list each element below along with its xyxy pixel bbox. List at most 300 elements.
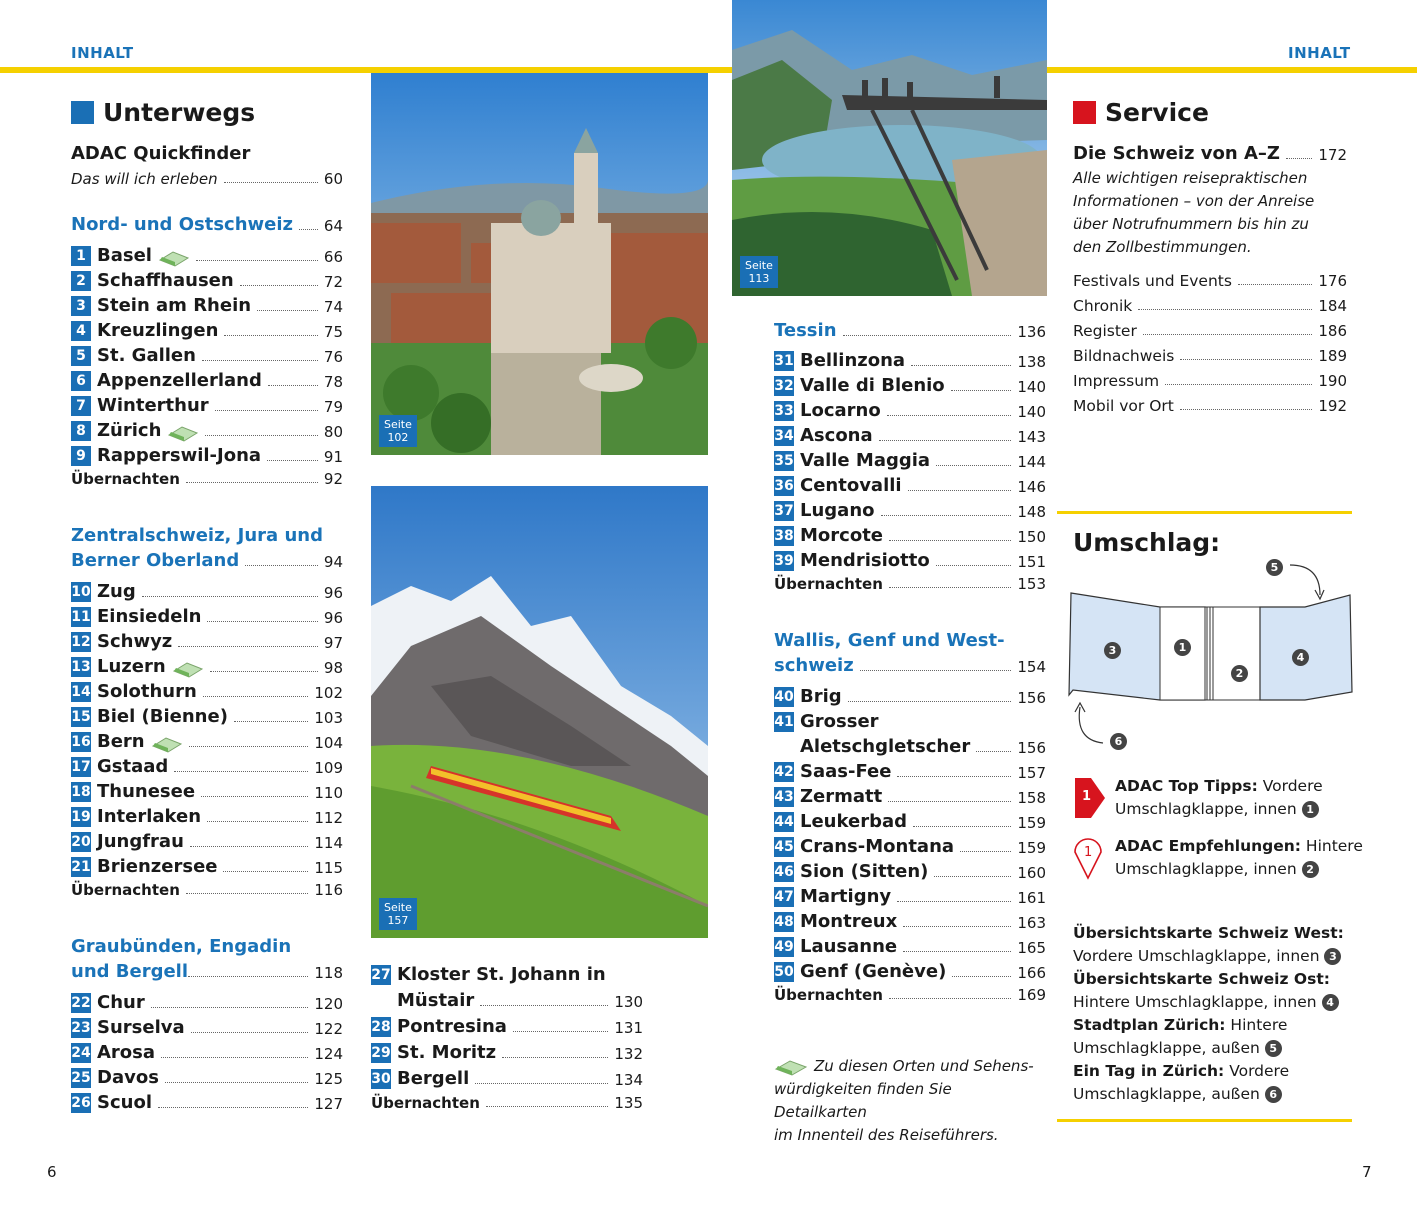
toc-stay[interactable]	[371, 1094, 643, 1112]
toc-entry[interactable]	[371, 1068, 643, 1089]
entry-number: 40	[774, 689, 794, 705]
region-title: schweiz	[774, 655, 854, 676]
seite-label: Seite	[745, 259, 773, 272]
legend-rest: Hintere Umschlagklappe, innen	[1073, 993, 1317, 1011]
entry-number: 43	[774, 789, 794, 805]
toc-entry[interactable]	[71, 681, 343, 702]
entry-page: 143	[1017, 428, 1046, 446]
entry-number: 9	[71, 446, 91, 466]
seite-badge	[740, 256, 778, 288]
toc-entry[interactable]	[71, 731, 343, 752]
entry-page: 112	[314, 809, 343, 827]
legend-stadt[interactable]	[1073, 1014, 1344, 1037]
entry-page: 186	[1318, 322, 1347, 340]
entry-name: Einsiedeln	[97, 606, 202, 627]
section-title: Unterwegs	[103, 98, 256, 127]
entry-page: 79	[323, 398, 343, 416]
entry-number: 29	[371, 1045, 391, 1061]
entry-name: Festivals und Events	[1073, 272, 1232, 290]
jungfrau-image	[371, 486, 708, 938]
entry-number: 7	[71, 396, 91, 416]
entry-name: Stein am Rhein	[97, 295, 252, 316]
legend-top-tipps	[1115, 775, 1323, 821]
toc-entry[interactable]	[71, 370, 343, 391]
entry-number: 47	[774, 889, 794, 905]
umschlag-rule-bottom	[1057, 1119, 1352, 1122]
entry-name: Aletschgletscher	[800, 736, 971, 757]
entry-number: 46	[774, 864, 794, 880]
region-zentral[interactable]	[71, 550, 343, 571]
toc-entry[interactable]	[71, 706, 343, 727]
toc-entry[interactable]	[774, 350, 1046, 371]
toc-entry-cont[interactable]	[397, 990, 643, 1011]
entry-number: 6	[71, 371, 91, 391]
entry-name: Grosser	[800, 711, 879, 732]
entry-name: Rapperswil-Jona	[97, 445, 262, 466]
region-page: 136	[1017, 323, 1046, 341]
entry-page: 104	[314, 734, 343, 752]
toc-stay[interactable]	[774, 575, 1046, 593]
toc-entry[interactable]	[774, 961, 1046, 982]
entry-name: Kloster St. Johann in	[397, 964, 606, 985]
entry-page: 146	[1017, 478, 1046, 496]
service-entry[interactable]	[1073, 347, 1347, 365]
region-nord[interactable]	[71, 214, 343, 235]
toc-entry[interactable]	[71, 1042, 343, 1063]
toc-entry[interactable]	[71, 420, 343, 441]
toc-entry[interactable]	[71, 992, 343, 1013]
entry-number: 5	[71, 346, 91, 366]
seite-label: Seite	[384, 418, 412, 431]
entry-number: 39	[774, 553, 794, 569]
az-desc-4: den Zollbestimmungen.	[1073, 238, 1252, 256]
entry-page: 103	[314, 709, 343, 727]
note-line2: würdigkeiten finden Sie Detailkarten	[774, 1080, 952, 1121]
entry-page: 66	[323, 248, 343, 266]
service-entry[interactable]	[1073, 297, 1347, 315]
toc-entry[interactable]	[774, 525, 1046, 546]
stay-page: 135	[614, 1094, 643, 1112]
entry-number: 24	[71, 1045, 91, 1061]
toc-entry[interactable]	[71, 295, 343, 316]
entry-name: Valle Maggia	[800, 450, 931, 471]
note-line1: Zu diesen Orten und Sehens-	[814, 1057, 1034, 1075]
entry-page: 96	[323, 609, 343, 627]
toc-entry[interactable]	[774, 450, 1046, 471]
toc-entry[interactable]	[71, 270, 343, 291]
quickfinder-sub: Das will ich erleben	[71, 170, 218, 188]
service-entry[interactable]	[1073, 272, 1347, 290]
entry-page: 140	[1017, 403, 1046, 421]
entry-page: 156	[1017, 689, 1046, 707]
legend-tag-rest	[1073, 1083, 1344, 1106]
entry-number: 22	[71, 995, 91, 1011]
entry-name: Montreux	[800, 911, 898, 932]
umschlag-title: Umschlag:	[1073, 528, 1221, 557]
stay-page: 169	[1017, 986, 1046, 1004]
toc-entry[interactable]	[71, 1067, 343, 1088]
service-entry[interactable]	[1073, 372, 1347, 390]
legend-bold: Übersichtskarte Schweiz Ost:	[1073, 970, 1330, 988]
seite-badge	[379, 898, 417, 930]
entry-number: 50	[774, 964, 794, 980]
toc-entry[interactable]	[71, 781, 343, 802]
entry-number: 34	[774, 428, 794, 444]
az-page: 172	[1318, 146, 1347, 164]
entry-page: 158	[1017, 789, 1046, 807]
stay-page: 153	[1017, 575, 1046, 593]
entry-name: Davos	[97, 1067, 159, 1088]
entry-name: Scuol	[97, 1092, 152, 1113]
toc-entry[interactable]	[774, 786, 1046, 807]
region-page: 94	[323, 553, 343, 571]
toc-entry[interactable]	[774, 500, 1046, 521]
entry-page: 124	[314, 1045, 343, 1063]
diagram-label: 4	[1292, 649, 1309, 666]
entry-name: Mobil vor Ort	[1073, 397, 1174, 415]
toc-entry[interactable]	[774, 425, 1046, 446]
photo-jungfrau	[371, 486, 708, 938]
entry-number: 45	[774, 839, 794, 855]
entry-page: 78	[323, 373, 343, 391]
region-zentral-line1: Zentralschweiz, Jura und	[71, 525, 323, 546]
toc-entry[interactable]	[371, 964, 606, 985]
entry-number: 1	[71, 246, 91, 266]
entry-name: Chronik	[1073, 297, 1133, 315]
stay-page: 92	[323, 470, 343, 488]
entry-name: Impressum	[1073, 372, 1160, 390]
legend-bold: ADAC Top Tipps:	[1115, 777, 1258, 795]
entry-number: 27	[371, 967, 391, 983]
entry-number: 44	[774, 814, 794, 830]
entry-name: Bergell	[397, 1068, 470, 1089]
entry-number: 37	[774, 503, 794, 519]
entry-name: Interlaken	[97, 806, 202, 827]
toc-entry[interactable]	[71, 320, 343, 341]
legend-rest: Vordere Umschlagklappe, innen	[1073, 947, 1320, 965]
service-entry[interactable]	[1073, 397, 1347, 415]
entry-number: 11	[71, 609, 91, 625]
toc-entry[interactable]	[774, 475, 1046, 496]
toc-entry[interactable]	[774, 861, 1046, 882]
entry-number: 35	[774, 453, 794, 469]
entry-name: Surselva	[97, 1017, 185, 1038]
stay-label: Übernachten	[71, 881, 180, 899]
legend-bold: ADAC Empfehlungen:	[1115, 837, 1301, 855]
entry-page: 176	[1318, 272, 1347, 290]
entry-number: 36	[774, 478, 794, 494]
entry-number: 23	[71, 1020, 91, 1036]
entry-page: 127	[314, 1095, 343, 1113]
section-square	[1073, 101, 1096, 124]
stay-label: Übernachten	[371, 1094, 480, 1112]
toc-entry[interactable]	[774, 761, 1046, 782]
toc-entry[interactable]	[774, 911, 1046, 932]
top-tipp-marker-label: 1	[1082, 789, 1092, 804]
entry-name: Chur	[97, 992, 145, 1013]
entry-page: 109	[314, 759, 343, 777]
entry-number: 14	[71, 684, 91, 700]
circle-number: 1	[1302, 801, 1319, 818]
toc-entry[interactable]	[71, 395, 343, 416]
entry-page: 75	[323, 323, 343, 341]
legend-maps	[1073, 922, 1344, 1106]
entry-name: Bern	[97, 731, 145, 752]
header-right: INHALT	[1288, 44, 1351, 62]
entry-number: 2	[71, 271, 91, 291]
stay-label: Übernachten	[774, 575, 883, 593]
toc-entry[interactable]	[774, 711, 879, 732]
toc-entry[interactable]	[71, 581, 343, 602]
legend-bold: Ein Tag in Zürich:	[1073, 1062, 1225, 1080]
diagram-label: 3	[1104, 642, 1121, 659]
seite-page: 102	[387, 431, 409, 444]
entry-page: 144	[1017, 453, 1046, 471]
az-desc-1: Alle wichtigen reisepraktischen	[1073, 169, 1308, 187]
entry-name: Bellinzona	[800, 350, 906, 371]
az-title: Die Schweiz von A–Z	[1073, 143, 1280, 164]
circle-number: 5	[1265, 1040, 1282, 1057]
entry-page: 130	[614, 993, 643, 1011]
az-row[interactable]	[1073, 143, 1347, 164]
stay-label: Übernachten	[774, 986, 883, 1004]
entry-number: 18	[71, 784, 91, 800]
entry-number: 26	[71, 1095, 91, 1111]
quickfinder-row[interactable]	[71, 170, 343, 188]
toc-stay[interactable]	[774, 986, 1046, 1004]
legend-bold: Übersichtskarte Schweiz West:	[1073, 924, 1344, 942]
entry-page: 76	[323, 348, 343, 366]
entry-name: Genf (Genève)	[800, 961, 947, 982]
region-title: und Bergell	[71, 961, 189, 982]
toc-entry[interactable]	[774, 686, 1046, 707]
map-icon	[774, 1059, 808, 1075]
toc-entry[interactable]	[71, 856, 343, 877]
entry-page: 140	[1017, 378, 1046, 396]
entry-number: 41	[774, 714, 794, 730]
entry-name: Thunesee	[97, 781, 196, 802]
circle-number: 6	[1265, 1086, 1282, 1103]
entry-number: 10	[71, 584, 91, 600]
entry-name: Zug	[97, 581, 136, 602]
service-entry[interactable]	[1073, 322, 1347, 340]
section-unterwegs	[71, 98, 255, 127]
diagram-label: 5	[1266, 559, 1283, 576]
entry-name: Martigny	[800, 886, 892, 907]
entry-page: 74	[323, 298, 343, 316]
toc-entry[interactable]	[774, 886, 1046, 907]
entry-name: Sion (Sitten)	[800, 861, 929, 882]
region-page: 154	[1017, 658, 1046, 676]
toc-entry[interactable]	[371, 1016, 643, 1037]
entry-page: 97	[323, 634, 343, 652]
entry-name: Luzern	[97, 656, 166, 677]
entry-name: Ascona	[800, 425, 873, 446]
legend-empfehlungen	[1115, 835, 1363, 881]
entry-page: 148	[1017, 503, 1046, 521]
toc-entry[interactable]	[774, 936, 1046, 957]
circle-number: 4	[1322, 994, 1339, 1011]
entry-name: Brig	[800, 686, 842, 707]
toc-entry[interactable]	[71, 606, 343, 627]
entry-number: 48	[774, 914, 794, 930]
entry-name: Zermatt	[800, 786, 883, 807]
region-wallis-line1: Wallis, Genf und West-	[774, 630, 1005, 651]
section-title: Service	[1105, 98, 1209, 127]
region-page: 64	[323, 217, 343, 235]
entry-name: Schaffhausen	[97, 270, 234, 291]
toc-entry[interactable]	[774, 811, 1046, 832]
region-graub[interactable]	[71, 961, 343, 982]
toc-entry[interactable]	[371, 1042, 643, 1063]
toc-entry[interactable]	[71, 806, 343, 827]
entry-name: Jungfrau	[97, 831, 184, 852]
page-number-left: 6	[47, 1163, 57, 1181]
seite-page: 113	[748, 272, 770, 285]
header-left: INHALT	[71, 44, 134, 62]
entry-name: Müstair	[397, 990, 475, 1011]
seite-badge	[379, 415, 417, 447]
toc-entry-cont[interactable]	[800, 736, 1046, 757]
toc-entry[interactable]	[71, 631, 343, 652]
entry-name: Pontresina	[397, 1016, 507, 1037]
solothurn-image	[371, 73, 708, 455]
entry-number: 31	[774, 353, 794, 369]
entry-name: Lausanne	[800, 936, 898, 957]
entry-number: 38	[774, 528, 794, 544]
entry-name: Locarno	[800, 400, 881, 421]
entry-name: Saas-Fee	[800, 761, 892, 782]
legend-west-rest	[1073, 945, 1344, 968]
entry-page: 125	[314, 1070, 343, 1088]
az-desc	[1073, 167, 1314, 259]
region-wallis[interactable]	[774, 655, 1046, 676]
header-bar-right	[1047, 67, 1417, 73]
entry-number: 8	[71, 421, 91, 441]
toc-stay[interactable]	[71, 881, 343, 899]
entry-name: Morcote	[800, 525, 884, 546]
entry-number: 32	[774, 378, 794, 394]
entry-page: 98	[323, 659, 343, 677]
entry-page: 151	[1017, 553, 1046, 571]
toc-entry[interactable]	[71, 445, 343, 466]
toc-entry[interactable]	[71, 1017, 343, 1038]
entry-name: Arosa	[97, 1042, 156, 1063]
region-title: Nord- und Ostschweiz	[71, 214, 294, 235]
entry-number: 17	[71, 759, 91, 775]
entry-name: Zürich	[97, 420, 162, 441]
stay-page: 116	[314, 881, 343, 899]
entry-page: 132	[614, 1045, 643, 1063]
entry-name: Valle di Blenio	[800, 375, 945, 396]
legend-rest: Vordere	[1224, 1062, 1290, 1080]
toc-stay[interactable]	[71, 470, 343, 488]
entry-name: Schwyz	[97, 631, 173, 652]
entry-name: Biel (Bienne)	[97, 706, 228, 727]
toc-entry[interactable]	[71, 345, 343, 366]
legend-rest: Hintere	[1225, 1016, 1288, 1034]
az-desc-3: über Notrufnummern bis hin zu	[1073, 215, 1309, 233]
region-title: Berner Oberland	[71, 550, 240, 571]
empfehlung-marker-label: 1	[1084, 845, 1093, 860]
region-tessin[interactable]	[774, 320, 1046, 341]
legend-rest2: Umschlagklappe, innen	[1115, 800, 1297, 818]
entry-page: 122	[314, 1020, 343, 1038]
entry-name: Kreuzlingen	[97, 320, 219, 341]
entry-page: 192	[1318, 397, 1347, 415]
diagram-label: 2	[1231, 665, 1248, 682]
entry-name: Brienzersee	[97, 856, 218, 877]
entry-page: 160	[1017, 864, 1046, 882]
map-icon	[167, 425, 199, 441]
photo-skywalk	[732, 0, 1047, 296]
seite-page: 157	[387, 914, 409, 927]
entry-number: 49	[774, 939, 794, 955]
legend-rest2: Umschlagklappe, innen	[1115, 860, 1297, 878]
quickfinder-page: 60	[323, 170, 343, 188]
entry-page: 165	[1017, 939, 1046, 957]
entry-name: Basel	[97, 245, 152, 266]
entry-page: 189	[1318, 347, 1347, 365]
skywalk-image	[732, 0, 1047, 296]
region-page: 118	[314, 964, 343, 982]
entry-page: 161	[1017, 889, 1046, 907]
toc-entry[interactable]	[71, 656, 343, 677]
toc-entry[interactable]	[71, 756, 343, 777]
entry-name: Winterthur	[97, 395, 209, 416]
toc-entry[interactable]	[774, 375, 1046, 396]
circle-number: 3	[1324, 948, 1341, 965]
legend-rest2: Umschlagklappe, außen	[1073, 1085, 1260, 1103]
legend-tag[interactable]	[1073, 1060, 1344, 1083]
entry-page: 184	[1318, 297, 1347, 315]
section-service	[1073, 98, 1209, 127]
toc-entry[interactable]	[71, 831, 343, 852]
map-note	[774, 1055, 1044, 1147]
legend-rest: Vordere	[1257, 777, 1323, 795]
note-line3: im Innenteil des Reiseführers.	[774, 1126, 999, 1144]
entry-page: 80	[323, 423, 343, 441]
entry-page: 91	[323, 448, 343, 466]
stay-label: Übernachten	[71, 470, 180, 488]
umschlag-rule-top	[1057, 511, 1352, 514]
legend-ost[interactable]	[1073, 968, 1344, 991]
entry-number: 33	[774, 403, 794, 419]
entry-page: 114	[314, 834, 343, 852]
entry-page: 157	[1017, 764, 1046, 782]
legend-west[interactable]	[1073, 922, 1344, 945]
entry-number: 13	[71, 659, 91, 675]
toc-entry[interactable]	[71, 245, 343, 266]
quickfinder-title: ADAC Quickfinder	[71, 143, 251, 164]
legend-ost-rest	[1073, 991, 1344, 1014]
entry-number: 42	[774, 764, 794, 780]
entry-page: 102	[314, 684, 343, 702]
toc-entry[interactable]	[774, 550, 1046, 571]
toc-entry[interactable]	[774, 400, 1046, 421]
section-square	[71, 101, 94, 124]
map-icon	[151, 736, 183, 752]
entry-number: 19	[71, 809, 91, 825]
toc-entry[interactable]	[774, 836, 1046, 857]
entry-page: 110	[314, 784, 343, 802]
entry-page: 159	[1017, 839, 1046, 857]
entry-number: 12	[71, 634, 91, 650]
entry-page: 156	[1017, 739, 1046, 757]
entry-name: Leukerbad	[800, 811, 907, 832]
entry-page: 131	[614, 1019, 643, 1037]
toc-entry[interactable]	[71, 1092, 343, 1113]
